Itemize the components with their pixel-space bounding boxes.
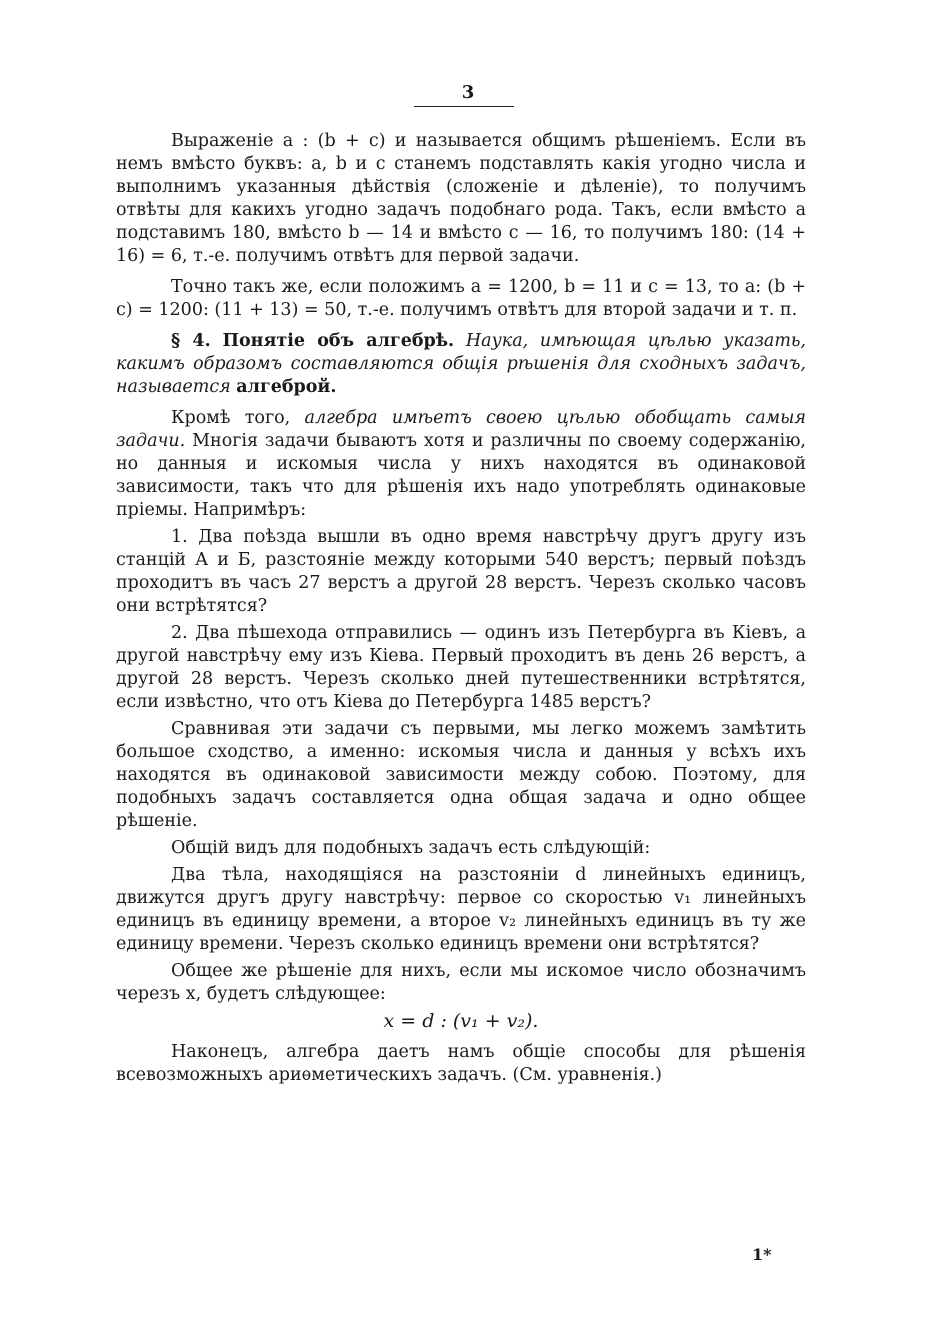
- page-number: 3: [461, 82, 475, 103]
- header-rule: [414, 106, 514, 107]
- signature-mark: 1*: [752, 1245, 772, 1264]
- paragraph-comparison: Сравнивая эти задачи съ первыми, мы легко можемъ замѣтить большое сходство, а именно: искомыя числа и данныя у всѣхъ ихъ находятся въ одинаковой зависимости между собою. Поэтому, для подобныхъ задачъ составляется одна общая задача и одно общее рѣшеніе.: [116, 719, 806, 831]
- paragraph-generalization-rest: Многія задачи бываютъ хотя и различны по своему содержанію, но данныя и искомыя числа у нихъ находятся въ одинаковой зависимости, такъ что для рѣшенія ихъ надо употреблять одинаковые пріемы. Напримѣръ:: [116, 431, 806, 520]
- page-body: [116, 130, 806, 1095]
- paragraph-general-answer: Общее же рѣшеніе для нихъ, если мы искомое число обозначимъ черезъ x, будетъ слѣдующее:: [116, 961, 806, 1004]
- paragraph-generalization-italic: алгебра имѣетъ своею цѣлью обобщать самыя задачи.: [116, 408, 806, 451]
- paragraph-generalization: [116, 407, 806, 522]
- paragraph-example-substitution: Точно такъ же, если положимъ a = 1200, b = 11 и c = 13, то a: (b + c) = 1200: (11 + 13) = 50, т.-е. получимъ отвѣтъ для второй задачи и т. п.: [116, 277, 806, 320]
- section-term: алгеброй.: [236, 377, 337, 397]
- paragraph-general-problem: Два тѣла, находящіяся на разстояніи d линейныхъ единицъ, движутся другъ другу навстрѣчу: первое со скоростью v₁ линейныхъ единицъ въ единицу времени, а второе v₂ линейныхъ единицъ въ ту же единицу времени. Черезъ сколько единицъ времени они встрѣтятся?: [116, 865, 806, 954]
- problem-2: 2. Два пѣшехода отправились — одинъ изъ Петербурга въ Кіевъ, а другой навстрѣчу ему изъ Кіева. Первый проходитъ въ день 26 верстъ, а другой 28 верстъ. Черезъ сколько дней путешественники встрѣтятся, если извѣстно, что отъ Кіева до Петербурга 1485 верстъ?: [116, 623, 806, 712]
- section-definition: Наука, имѣющая цѣлью указать, какимъ образомъ составляются общія рѣшенія для сходныхъ задачъ, называется: [116, 331, 806, 397]
- section-number: § 4.: [171, 331, 211, 351]
- paragraph-general-form: Общій видъ для подобныхъ задачъ есть слѣдующій:: [171, 838, 651, 858]
- paragraph-conclusion: Наконецъ, алгебра даетъ намъ общіе способы для рѣшенія всевозможныхъ ариѳметическихъ задачъ. (См. уравненія.): [116, 1042, 806, 1085]
- problem-1: 1. Два поѣзда вышли въ одно время навстрѣчу другъ другу изъ станцій А и Б, разстояніе между которыми 540 верстъ; первый поѣздъ проходитъ въ часъ 27 верстъ а другой 28 верстъ. Черезъ сколько часовъ они встрѣтятся?: [116, 527, 806, 616]
- paragraph-general-solution: Выраженіе a : (b + c) и называется общимъ рѣшеніемъ. Если въ немъ вмѣсто буквъ: a, b и c станемъ подставлять какія угодно числа и выполнимъ указанныя дѣйствія (сложеніе и дѣленіе), то получимъ отвѣты для какихъ угодно задачъ подобнаго рода. Такъ, если вмѣсто a подставимъ 180, вмѣсто b — 14 и вмѣсто c — 16, то получимъ 180: (14 + 16) = 6, т.-е. получимъ отвѣтъ для первой задачи.: [116, 131, 806, 266]
- section-heading: [116, 330, 806, 399]
- formula: x = d : (v₁ + v₂).: [383, 1010, 539, 1032]
- paragraph-generalization-start: Кромѣ того,: [171, 408, 291, 428]
- section-title: Понятіе объ алгебрѣ.: [222, 331, 455, 351]
